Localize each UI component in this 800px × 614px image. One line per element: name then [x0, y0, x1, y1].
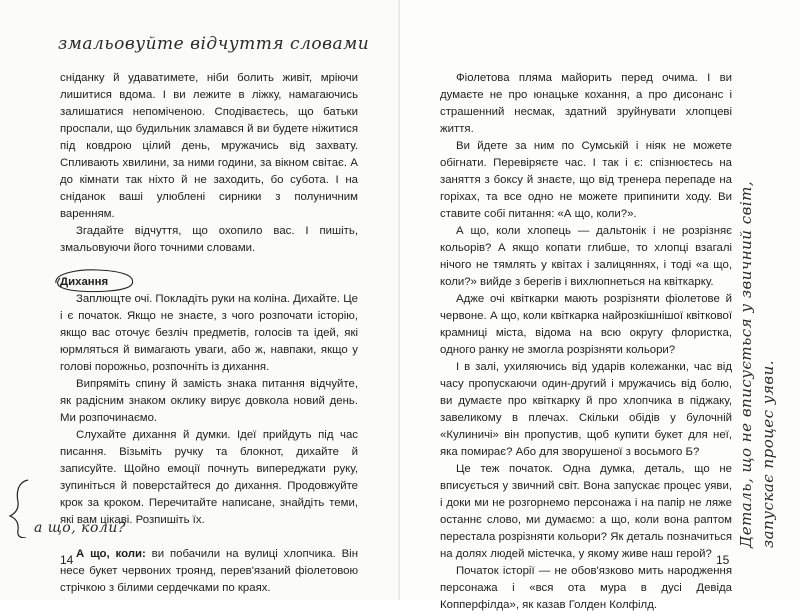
paragraph: Це теж початок. Одна думка, деталь, що не вписується у звичний світ. Вона запускає процес уяви, і доки ми не розгорнемо персонажа і на папір не ляже останнє слово, ми думаємо: а що, коли вона раптом перестала розрізняти кольори? Як деталь позначиться на долях людей містечка, у якому живе наш герой? — [440, 463, 732, 560]
prompt-paragraph — [60, 546, 358, 597]
paragraph: Початок історії — не обов'язково мить народження персонажа і «вся ота мура в дусі Девіда Копперфілда», як казав Голден Колфілд. — [440, 565, 732, 611]
right-page-text — [440, 70, 732, 614]
page-number-left: 14 — [60, 553, 74, 567]
paragraph: А що, коли хлопець — дальтонік і не розрізняє кольорів? А якщо копати глибше, то хлопці взагалі нічого не тямлять у квітах і залицяннях, і тоді «а що, коли?» вийде з берегів і вихлюпнеться на квіткарку. — [440, 225, 732, 288]
paragraph: Адже очі квіткарки мають розрізняти фіолетове й червоне. А що, коли квіткарка найрозкішнішої квіткової крамниці міста, відома на всю округу флористка, одного ранку не змогла розрізняти кольори? — [440, 293, 732, 356]
margin-note-line-1: Деталь, що не вписується у звичний світ, — [737, 180, 755, 548]
margin-note-line-2: запускає процес уяви. — [759, 359, 777, 548]
paragraph: І в залі, ухиляючись від ударів колежанки, час від часу пропускаючи один-другий і мружачись від болю, ви думаєте про квіткарку й про хлопчика в піджаку, завеликому в плечах. Скільки обідів у булочній «Кулиничі» він пропустив, щоб купити букет для неї, яка помирає? Або для зворушеної з восьмого Б? — [440, 361, 732, 458]
paragraph: Заплющте очі. Покладіть руки на коліна. Дихайте. Це і є початок. Якщо не знаєте, з чого розпочати історію, якщо вас оточує безліч предметів, голосів та ідей, які юрмляться й вимагають уваги, або ж, навпаки, якщо у голові порожньо, розпочніть із дихання. — [60, 293, 358, 373]
right-margin-note — [735, 181, 779, 548]
paragraph: Згадайте відчуття, що охопило вас. І пишіть, змальовуючи його точними словами. — [60, 225, 358, 254]
paragraph: Фіолетова пляма майорить перед очима. І ви думаєте не про юнацьке кохання, а про дисонанс і страшенний несмак, здатний зруйнувати хлопцеві життя. — [440, 72, 732, 135]
paragraph: сніданку й удаватимете, ніби болить живіт, мріючи лишитися вдома. І ви лежите в ліжку, намагаючись залишатися непоміченою. Сподіваєтесь, що батьки проспали, що будильник зламався й ви будете ніжитися під ковдрою цілий день, мружачись від захвату. Спливають хвилини, за ними години, за вікном світає. А до кімнати так ніхто й не заходить, бо субота. І на сніданок ваші улюблені сирники з полуничним варенням. — [60, 72, 358, 220]
margin-note-text: а що, коли? — [34, 520, 126, 536]
section-heading-circled — [60, 274, 108, 291]
paragraph: Випряміть спину й замість знака питання відчуйте, як радісним знаком оклику вирує довкола новий день. Ми розпочинаємо. — [60, 378, 358, 424]
section-heading: Дихання — [60, 276, 109, 288]
left-page — [0, 0, 400, 600]
prompt-label: А що, коли: — [76, 548, 146, 560]
page-number-right: 15 — [716, 553, 730, 567]
handwritten-header: змальовуйте відчуття словами — [58, 34, 370, 54]
prompt-text: ви побачили на вулиці хлопчика. Він несе букет червоних троянд, перев'язаний фіолетовою стрічкою з білими сердечками по краях. — [60, 548, 358, 594]
left-page-text — [60, 70, 358, 597]
paragraph: Ви йдете за ним по Сумській і ніяк не можете обігнати. Перевіряєте час. І так і є: спізнюєтесь на заняття з боксу й знаєте, що від тренера перепаде на горіхах, та все одно не можете припинити ходу. Ви ставите собі питання: «А що, коли?». — [440, 140, 732, 220]
paragraph: Слухайте дихання й думки. Ідеї прийдуть під час писання. Візьміть ручку та блокнот, дихайте й записуйте. Щойно емоції почнуть випереджати руку, зупиніться й поверстайтеся до дихання. Продовжуйте крок за кроком. Перечитайте написане, знайдіть теми, які вам цікаві. Розпишіть їх. — [60, 429, 358, 526]
